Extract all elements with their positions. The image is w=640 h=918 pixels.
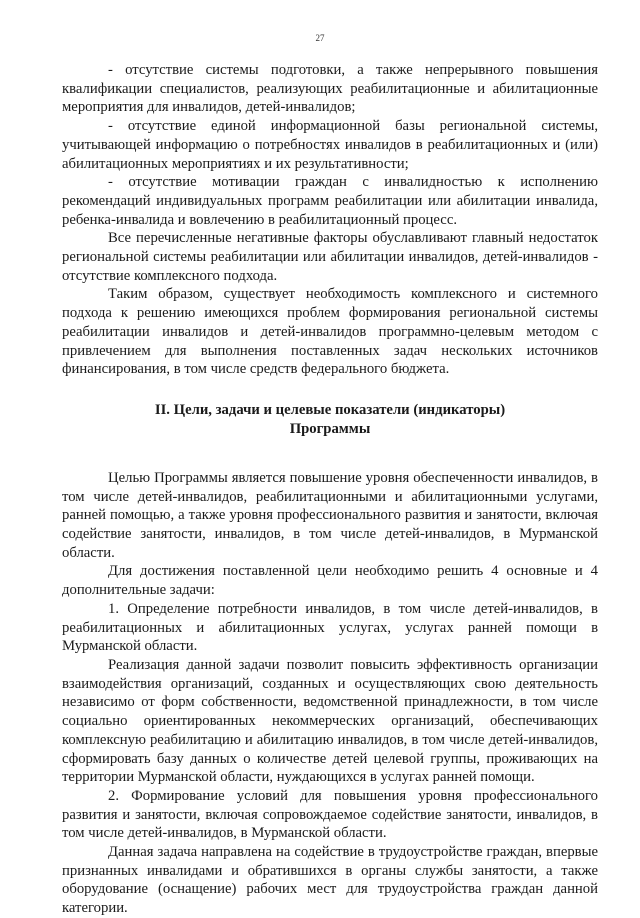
document-body [62, 61, 598, 918]
paragraph-no-training-system: - отсутствие системы подготовки, а также непрерывного повышения квалификации специалистов, реализующих реабилитационные и абилитационные мероприятия для инвалидов, детей-инвалидов; [62, 62, 598, 116]
paragraph-no-information-base: - отсутствие единой информационной базы региональной системы, учитывающей информацию о потребностях инвалидов в реабилитационных и (или) абилитационных мероприятиях и их результативности; [62, 118, 598, 172]
paragraph-negative-factors: Все перечисленные негативные факторы обуславливают главный недостаток региональной системы реабилитации или абилитации инвалидов, детей-инвалидов - отсутствие комплексного подхода. [62, 230, 598, 284]
paragraph-tasks-intro: Для достижения поставленной цели необходимо решить 4 основные и 4 дополнительные задачи: [62, 563, 598, 599]
paragraph-no-motivation: - отсутствие мотивации граждан с инвалидностью к исполнению рекомендаций индивидуальных программ реабилитации или абилитации инвалида, ребенка-инвалида и вовлечению в реабилитационный процесс. [62, 174, 598, 228]
paragraph-program-goal: Целью Программы является повышение уровня обеспеченности инвалидов, в том числе детей-инвалидов, реабилитационными и абилитационными услугами, ранней помощью, а также уровня профессионального развития и занятости, включая содействие занятости, инвалидов, в том числе детей-инвалидов, в Мурманской области. [62, 469, 598, 561]
paragraph-task-2-description: Данная задача направлена на содействие в трудоустройстве граждан, впервые признанных инвалидами и обратившихся в органы службы занятости, а также оборудование (оснащение) рабочих мест для трудоустройства граждан данной категории. [62, 844, 598, 917]
page-number: 27 [315, 33, 325, 43]
section-heading-line-2: Программы [289, 420, 371, 437]
section-heading [62, 401, 598, 439]
paragraph-task-1: 1. Определение потребности инвалидов, в том числе детей-инвалидов, в реабилитационных и абилитационных услугах, услугах ранней помощи в Мурманской области. [62, 600, 598, 655]
paragraph-task-1-implementation: Реализация данной задачи позволит повысить эффективность организации взаимодействия организаций, созданных и осуществляющих свою деятельность независимо от форм собственности, ведомственной принадлежности, в том числе социально ориентированных некоммерческих организаций, обеспечивающих комплексную реабилитацию и абилитацию инвалидов, в том числе детей-инвалидов, сформировать базу данных о количестве детей целевой группы, проживающих на территории Мурманской области, нуждающихся в услугах ранней помощи. [62, 656, 598, 786]
paragraph-task-2: 2. Формирование условий для повышения уровня профессионального развития и занятости, включая сопровождаемое содействие занятости, инвалидов, в том числе детей-инвалидов, в Мурманской области. [62, 787, 598, 842]
section-heading-line-1: II. Цели, задачи и целевые показатели (индикаторы) [154, 401, 506, 418]
paragraph-comprehensive-approach: Таким образом, существует необходимость комплексного и системного подхода к решению имеющихся проблем формирования региональной системы реабилитации инвалидов и детей-инвалидов программно-целевым методом с привлечением для выполнения поставленных задач нескольких источников финансирования, в том числе средств федерального бюджета. [62, 286, 598, 378]
